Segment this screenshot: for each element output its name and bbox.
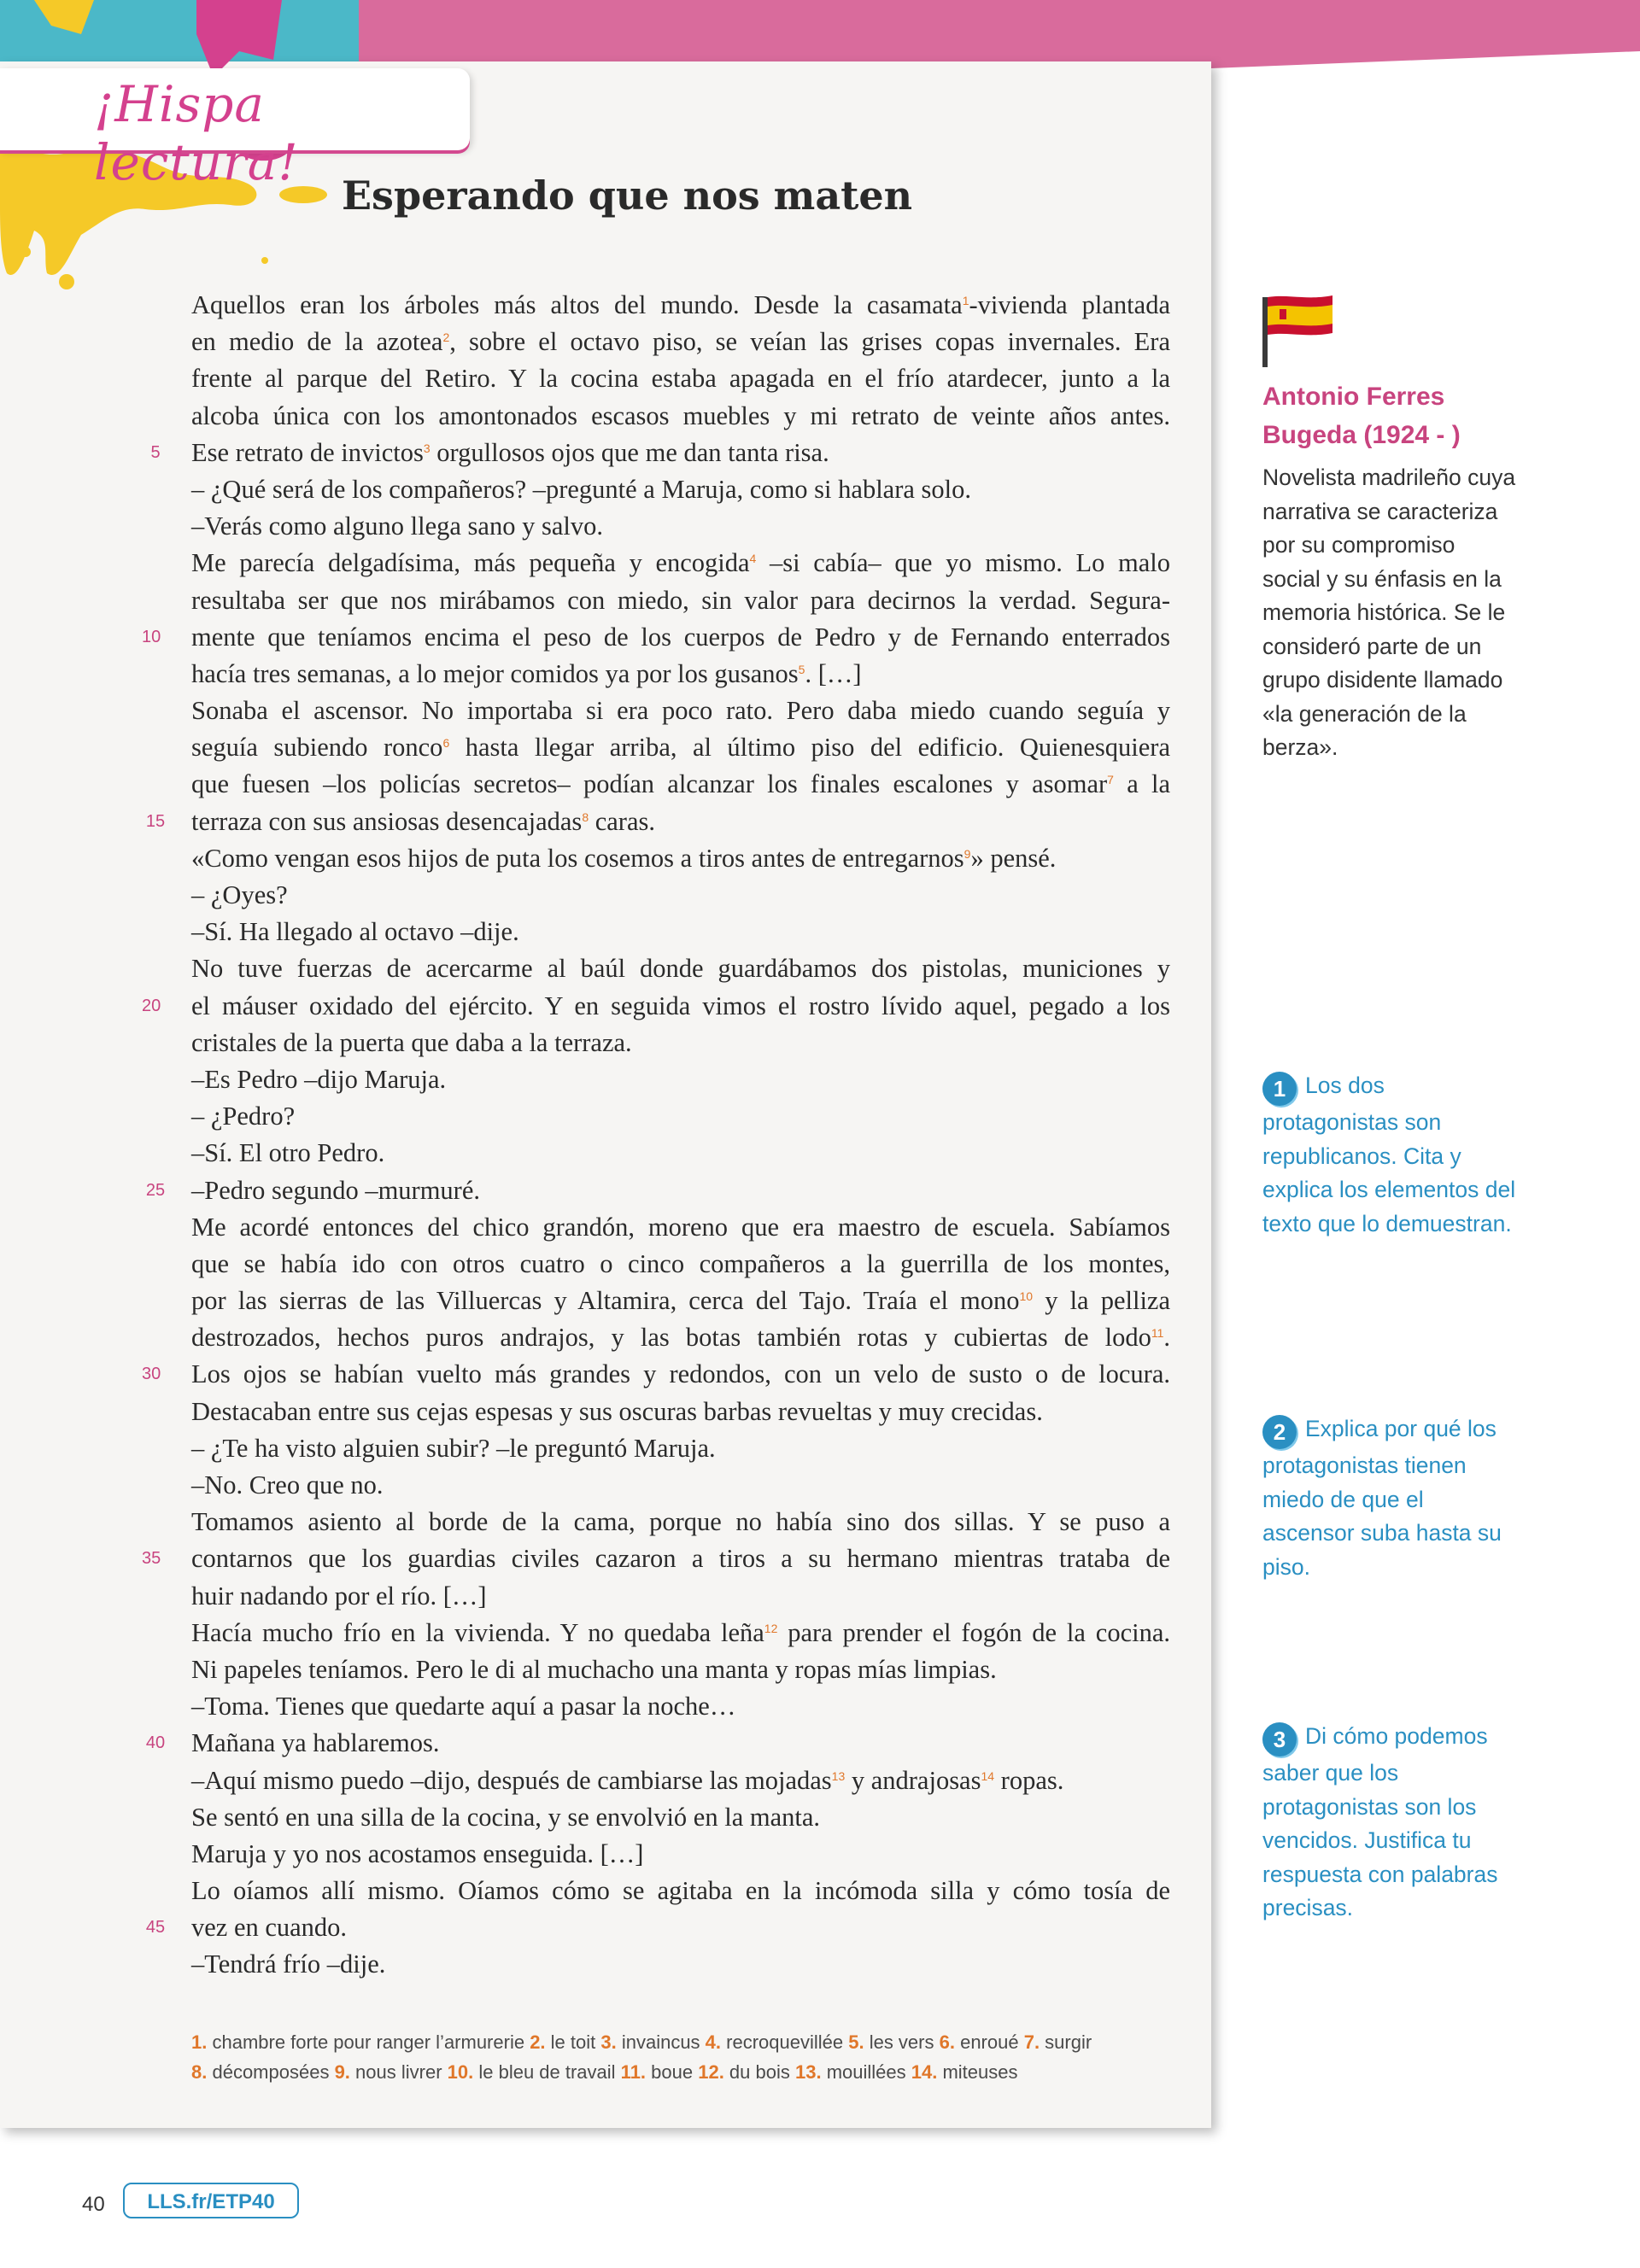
footnote-text: invaincus (616, 2031, 706, 2053)
text-segment: frente al parque del Retiro. Y la cocina estaba apagada en el frío atardecer, junto a la (191, 364, 1170, 394)
text-line (191, 1836, 1170, 1873)
text-line (191, 360, 1170, 397)
text-line (191, 1025, 1170, 1061)
text-line (191, 287, 1170, 324)
text-segment: –Pedro segundo –murmuré. (191, 1175, 480, 1205)
text-segment: caras. (589, 806, 655, 836)
text-segment: Ese retrato de invictos (191, 437, 424, 467)
text-segment: que fuesen –los policías secretos– podían alcanzar los finales escalones y asomar (191, 769, 1108, 799)
text-segment: hasta llegar arriba, al último piso del edificio. Quienesquiera (449, 733, 1170, 763)
text-segment: y andrajosas (845, 1765, 981, 1795)
line-number: 30 (142, 1365, 161, 1384)
footnote-ref: 3 (423, 441, 430, 455)
footnote-item (448, 2061, 621, 2083)
text-segment: mente que teníamos encima el peso de los cuerpos de Pedro y de Fernando enterrados (191, 622, 1170, 652)
text-segment: contarnos que los guardias civiles cazaron a tiros a su hermano mientras trataba de (191, 1544, 1170, 1574)
footnote-item (795, 2061, 911, 2083)
section-tab-label: ¡Hispa lectura! (94, 75, 299, 191)
line-number: 35 (142, 1549, 161, 1569)
text-segment: Ni papeles teníamos. Pero le di al muchacho una manta y ropas mías limpias. (191, 1654, 997, 1684)
text-line (191, 1799, 1170, 1836)
text-segment: hacía tres semanas, a lo mejor comidos ya por los gusanos (191, 658, 799, 688)
text-line (191, 766, 1170, 803)
text-segment: que se había ido con otros cuatro o cinco compañeros a la guerrilla de los montes, (191, 1248, 1170, 1278)
text-line (150, 435, 1170, 471)
text-line (191, 582, 1170, 619)
text-segment: . (1163, 1323, 1170, 1353)
footnote-ref: 5 (798, 662, 805, 676)
text-segment: Sonaba el ascensor. No importaba si era poco rato. Pero daba miedo cuando seguía y (191, 696, 1170, 726)
text-segment: Lo oíamos allí mismo. Oíamos cómo se agitaba en la incómoda silla y cómo tosía de (191, 1876, 1170, 1906)
text-segment: -vivienda plantada (969, 290, 1170, 319)
footnote-item (848, 2031, 939, 2053)
text-line (191, 1651, 1170, 1688)
page-number: 40 (82, 2193, 105, 2216)
text-segment: . […] (805, 658, 862, 688)
text-segment: –Verás como alguno llega sano y salvo. (191, 511, 603, 541)
text-line (145, 804, 1170, 840)
text-segment: el máuser oxidado del ejército. Y en seguida vimos el rostro lívido aquel, pegado a los (191, 991, 1170, 1020)
line-number: 10 (142, 627, 161, 646)
footnote-ref: 11 (1151, 1326, 1164, 1341)
footnote-ref: 9 (964, 846, 971, 861)
text-line (191, 398, 1170, 435)
text-line (142, 1540, 1170, 1577)
footnote-text: chambre forte pour ranger l’armurerie (207, 2031, 530, 2053)
footnote-text: surgir (1040, 2031, 1092, 2053)
text-segment: seguía subiendo ronco (191, 733, 443, 763)
footnote-item (911, 2061, 1018, 2083)
text-segment: No tuve fuerzas de acercarme al baúl donde guardábamos dos pistolas, municiones y (191, 954, 1170, 984)
text-segment: –Es Pedro –dijo Maruja. (191, 1064, 447, 1094)
text-line (142, 619, 1170, 656)
footnote-number: 4. (705, 2031, 722, 2053)
footnote-number: 13. (794, 2061, 822, 2083)
text-line (191, 1394, 1170, 1430)
line-number: 25 (145, 1180, 166, 1200)
text-line (191, 656, 1170, 693)
footnote-ref: 6 (442, 736, 450, 751)
text-segment: a la (1113, 769, 1170, 799)
text-line (191, 1061, 1170, 1098)
footnote-number: 10. (447, 2061, 474, 2083)
footnote-text: enroué (954, 2031, 1024, 2053)
text-segment: Hacía mucho frío en la vivienda. Y no quedaba leña (191, 1617, 764, 1647)
text-segment: Se sentó en una silla de la cocina, y se envolvió en la manta. (191, 1802, 821, 1832)
footnote-ref: 14 (981, 1768, 995, 1783)
text-line (191, 471, 1170, 508)
resource-link[interactable]: LLS.fr/ETP40 (123, 2183, 299, 2218)
author-bio: Novelista madrileño cuya narrativa se caracteriza por su compromiso social y su énfasis en la memoria histórica. Se le consideró parte de un grupo disidente llamado «la generación de la berza». (1262, 465, 1516, 760)
footnote-text: boue (646, 2061, 699, 2083)
text-line (191, 1283, 1170, 1319)
text-segment: –No. Creo que no. (191, 1470, 384, 1499)
text-segment: y la pelliza (1033, 1286, 1170, 1316)
footnote-ref: 7 (1107, 773, 1114, 787)
text-segment: Mañana ya hablaremos. (191, 1728, 440, 1758)
line-number: 45 (145, 1918, 166, 1938)
footnote-ref: 1 (962, 294, 969, 307)
footnote-item (706, 2031, 849, 2053)
footnote-number: 1. (191, 2031, 208, 2053)
footnote-text: miteuses (937, 2061, 1018, 2083)
text-segment: – ¿Oyes? (191, 880, 288, 909)
footnote-number: 14. (911, 2061, 938, 2083)
text-line (145, 1725, 1170, 1762)
footnote-item (940, 2031, 1024, 2053)
footnote-text: le bleu de travail (473, 2061, 621, 2083)
text-line (191, 1209, 1170, 1246)
text-line (145, 1909, 1170, 1946)
text-line (191, 1873, 1170, 1909)
question-text: Explica por qué los protagonistas tienen miedo de que el ascensor suba hasta su piso. (1262, 1416, 1502, 1580)
text-line (191, 324, 1170, 360)
text-line (191, 1504, 1170, 1540)
footnote-text: le toit (545, 2031, 601, 2053)
text-segment: –Sí. Ha llegado al octavo –dije. (191, 917, 519, 947)
question-2 (1262, 1412, 1519, 1584)
footnote-ref: 2 (442, 330, 450, 345)
footnote-text: mouillées (821, 2061, 911, 2083)
text-segment: orgullosos ojos que me dan tanta risa. (430, 437, 829, 467)
section-tab (0, 68, 470, 191)
text-line (191, 1578, 1170, 1615)
text-segment: –Toma. Tienes que quedarte aquí a pasar la noche… (191, 1692, 736, 1721)
text-line (191, 877, 1170, 914)
article-body (142, 287, 1170, 1984)
footnote-item (621, 2061, 699, 2083)
footnote-item (600, 2031, 705, 2053)
line-number: 5 (150, 442, 161, 462)
text-line (191, 1688, 1170, 1725)
text-line (145, 1172, 1170, 1209)
text-segment: destrozados, hechos puros andrajos, y las botas también rotas y cubiertas de lodo (191, 1323, 1151, 1353)
footnote-ref: 8 (582, 810, 589, 824)
footnote-ref: 10 (1019, 1289, 1034, 1304)
question-3 (1262, 1720, 1519, 1926)
text-segment: ropas. (994, 1765, 1064, 1795)
footnote-text: décomposées (207, 2061, 335, 2083)
question-text: Di cómo podemos saber que los protagonistas son los vencidos. Justifica tu respuesta con palabras precisas. (1262, 1723, 1498, 1920)
text-segment: Aquellos eran los árboles más altos del mundo. Desde la casamata (191, 290, 963, 319)
question-number-badge: 3 (1262, 1722, 1297, 1757)
spain-flag-icon (1259, 292, 1336, 369)
question-number-badge: 2 (1262, 1415, 1297, 1449)
line-number: 40 (145, 1733, 166, 1753)
text-line (191, 545, 1170, 582)
text-segment: –Aquí mismo puedo –dijo, después de cambiarse las mojadas (191, 1765, 832, 1795)
text-segment: Tomamos asiento al borde de la cama, porque no había sino dos sillas. Y se puso a (191, 1507, 1170, 1537)
text-segment: –si cabía– que yo mismo. Lo malo (756, 548, 1170, 578)
text-line (142, 988, 1170, 1025)
text-line (191, 508, 1170, 545)
text-line (191, 693, 1170, 729)
text-line (191, 1467, 1170, 1504)
question-text: Los dos protagonistas son republicanos. Cita y explica los elementos del texto que lo demuestran. (1262, 1073, 1516, 1236)
author-name: Antonio Ferres Bugeda (1924 - ) (1262, 383, 1461, 449)
footnote-text: recroquevillée (721, 2031, 849, 2053)
footnote-number: 5. (848, 2031, 864, 2053)
text-line (191, 1098, 1170, 1135)
text-segment: huir nadando por el río. […] (191, 1581, 487, 1610)
footnote-number: 7. (1023, 2031, 1040, 2053)
text-segment: » pensé. (970, 843, 1057, 873)
text-line (191, 1246, 1170, 1283)
text-line (191, 1319, 1170, 1356)
text-segment: alcoba única con los amontonados escasos muebles y mi retrato de veinte años antes. (191, 400, 1170, 430)
footnotes (191, 2027, 1174, 2087)
text-segment: Destacaban entre sus cejas espesas y sus oscuras barbas revueltas y muy crecidas. (191, 1396, 1043, 1426)
footnote-ref: 12 (764, 1621, 778, 1635)
footnote-item (1024, 2031, 1092, 2053)
footnote-item (530, 2031, 600, 2053)
text-segment: para prender el fogón de la cocina. (777, 1617, 1170, 1647)
text-segment: en medio de la azotea (191, 327, 443, 357)
text-segment: cristales de la puerta que daba a la terraza. (191, 1027, 632, 1057)
question-1 (1262, 1069, 1519, 1241)
footnote-text: nous livrer (349, 2061, 448, 2083)
footnote-number: 9. (334, 2061, 350, 2083)
text-segment: Maruja y yo nos acostamos enseguida. […] (191, 1838, 644, 1868)
footnote-number: 8. (191, 2061, 208, 2083)
text-segment: –Tendrá frío –dije. (191, 1949, 386, 1979)
text-line (191, 840, 1170, 877)
text-segment: Los ojos se habían vuelto más grandes y redondos, con un velo de susto o de locura. (191, 1359, 1170, 1389)
text-segment: terraza con sus ansiosas desencajadas (191, 806, 583, 836)
text-segment: «Como vengan esos hijos de puta los cosemos a tiros antes de entregarnos (191, 843, 964, 873)
text-segment: resultaba ser que nos mirábamos con miedo, sin valor para decirnos la verdad. Segura- (191, 585, 1170, 615)
text-line (191, 1946, 1170, 1983)
text-segment: –Sí. El otro Pedro. (191, 1138, 385, 1168)
article-title: Esperando que nos maten (342, 172, 913, 219)
text-segment: Me acordé entonces del chico grandón, moreno que era maestro de escuela. Sabíamos (191, 1212, 1170, 1242)
text-line (191, 1762, 1170, 1799)
question-number-badge: 1 (1262, 1072, 1297, 1106)
text-line (191, 729, 1170, 766)
text-line (191, 950, 1170, 987)
text-line (191, 1430, 1170, 1467)
text-line (191, 1135, 1170, 1172)
text-segment: – ¿Pedro? (191, 1102, 296, 1131)
footnote-number: 12. (698, 2061, 724, 2083)
text-line (191, 1615, 1170, 1651)
text-line (191, 914, 1170, 950)
footnote-number: 2. (530, 2031, 546, 2053)
footnote-ref: 4 (749, 552, 757, 566)
footnote-number: 3. (600, 2031, 617, 2053)
footnote-item (191, 2031, 530, 2053)
footnote-number: 11. (620, 2061, 647, 2083)
text-segment: vez en cuando. (191, 1913, 348, 1943)
text-segment: , sobre el octavo piso, se veían las grises copas invernales. Era (449, 327, 1170, 357)
line-number: 20 (142, 996, 161, 1015)
footnote-item (335, 2061, 448, 2083)
text-segment: – ¿Qué será de los compañeros? –pregunté a Maruja, como si hablara solo. (191, 474, 971, 504)
text-segment: por las sierras de las Villuercas y Altamira, cerca del Tajo. Traía el mono (191, 1286, 1020, 1316)
text-segment: Me parecía delgadísima, más pequeña y encogida (191, 548, 750, 578)
footnote-number: 6. (939, 2031, 955, 2053)
line-number: 15 (145, 811, 166, 831)
text-segment: – ¿Te ha visto alguien subir? –le preguntó Maruja. (191, 1433, 716, 1463)
footnote-text: du bois (723, 2061, 795, 2083)
text-line (142, 1356, 1170, 1393)
footnote-ref: 13 (831, 1768, 846, 1783)
footnote-text: les vers (864, 2031, 940, 2053)
footnote-item (191, 2061, 335, 2083)
footnote-item (698, 2061, 795, 2083)
